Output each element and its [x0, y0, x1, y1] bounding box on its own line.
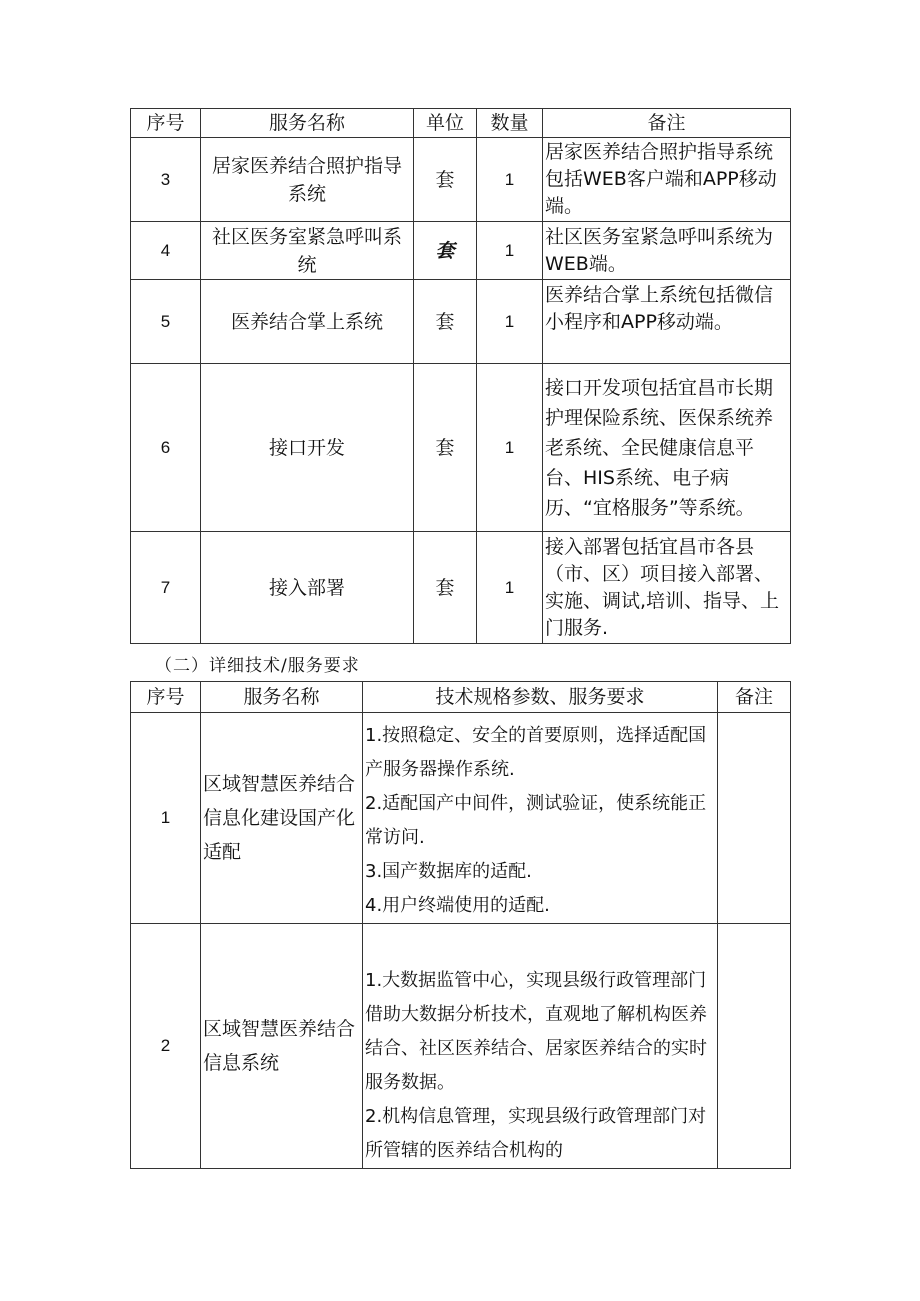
row-unit: 套 — [414, 364, 477, 532]
table-row — [131, 713, 791, 924]
row-note — [718, 924, 791, 1169]
row-note: 居家医养结合照护指导系统包括WEB客户端和APP移动端。 — [543, 138, 791, 222]
product-table — [130, 108, 791, 644]
spec-item: 2.适配国产中间件，测试验证，使系统能正常访问. — [365, 793, 707, 848]
row-no: 6 — [131, 364, 201, 532]
table-header-row — [131, 109, 791, 138]
row-qty: 1 — [477, 138, 543, 222]
row-no: 7 — [131, 532, 201, 644]
header-no: 序号 — [131, 682, 201, 713]
row-no: 3 — [131, 138, 201, 222]
row-unit: 套 — [414, 532, 477, 644]
header-qty: 数量 — [477, 109, 543, 138]
table-row — [131, 138, 791, 222]
table-header-row — [131, 682, 791, 713]
row-note: 社区医务室紧急呼叫系统为WEB端。 — [543, 222, 791, 280]
row-qty: 1 — [477, 280, 543, 364]
spec-item: 3.国产数据库的适配. — [365, 861, 532, 882]
row-note: 接入部署包括宜昌市各县（市、区）项目接入部署、实施、调试,培训、指导、上门服务. — [543, 532, 791, 644]
header-unit: 单位 — [414, 109, 477, 138]
spec-item: 4.用户终端使用的适配. — [365, 895, 550, 916]
row-note: 接口开发项包括宜昌市长期护理保险系统、医保系统养老系统、全民健康信息平台、HIS系统、电子病历、“宜格服务”等系统。 — [543, 364, 791, 532]
table-row — [131, 924, 791, 1169]
row-name: 区域智慧医养结合信息系统 — [201, 924, 363, 1169]
header-name: 服务名称 — [201, 109, 414, 138]
requirements-table — [130, 681, 791, 1169]
row-note — [718, 713, 791, 924]
spec-item: 2.机构信息管理，实现县级行政管理部门对所管辖的医养结合机构的 — [365, 1106, 707, 1161]
header-no: 序号 — [131, 109, 201, 138]
header-note: 备注 — [543, 109, 791, 138]
row-no: 4 — [131, 222, 201, 280]
table-row — [131, 532, 791, 644]
header-note: 备注 — [718, 682, 791, 713]
row-note: 医养结合掌上系统包括微信小程序和APP移动端。 — [543, 280, 791, 364]
row-name: 居家医养结合照护指导系统 — [201, 138, 414, 222]
row-unit: 套 — [414, 222, 477, 280]
row-no: 1 — [131, 713, 201, 924]
row-unit: 套 — [414, 138, 477, 222]
row-name: 接口开发 — [201, 364, 414, 532]
table-row — [131, 222, 791, 280]
section-title: （二）详细技术/服务要求 — [155, 656, 360, 676]
row-qty: 1 — [477, 364, 543, 532]
header-spec: 技术规格参数、服务要求 — [363, 682, 718, 713]
row-no: 5 — [131, 280, 201, 364]
table-row — [131, 280, 791, 364]
row-spec — [363, 713, 718, 924]
row-name: 接入部署 — [201, 532, 414, 644]
row-qty: 1 — [477, 532, 543, 644]
spec-item: 1.大数据监管中心，实现县级行政管理部门借助大数据分析技术，直观地了解机构医养结合、社区医养结合、居家医养结合的实时服务数据。 — [365, 970, 707, 1093]
row-spec — [363, 924, 718, 1169]
row-unit: 套 — [414, 280, 477, 364]
header-name: 服务名称 — [201, 682, 363, 713]
row-name: 社区医务室紧急呼叫系统 — [201, 222, 414, 280]
row-name: 区域智慧医养结合信息化建设国产化适配 — [201, 713, 363, 924]
row-qty: 1 — [477, 222, 543, 280]
row-name: 医养结合掌上系统 — [201, 280, 414, 364]
spec-item: 1.按照稳定、安全的首要原则，选择适配国产服务器操作系统. — [365, 725, 707, 780]
row-no: 2 — [131, 924, 201, 1169]
table-row — [131, 364, 791, 532]
